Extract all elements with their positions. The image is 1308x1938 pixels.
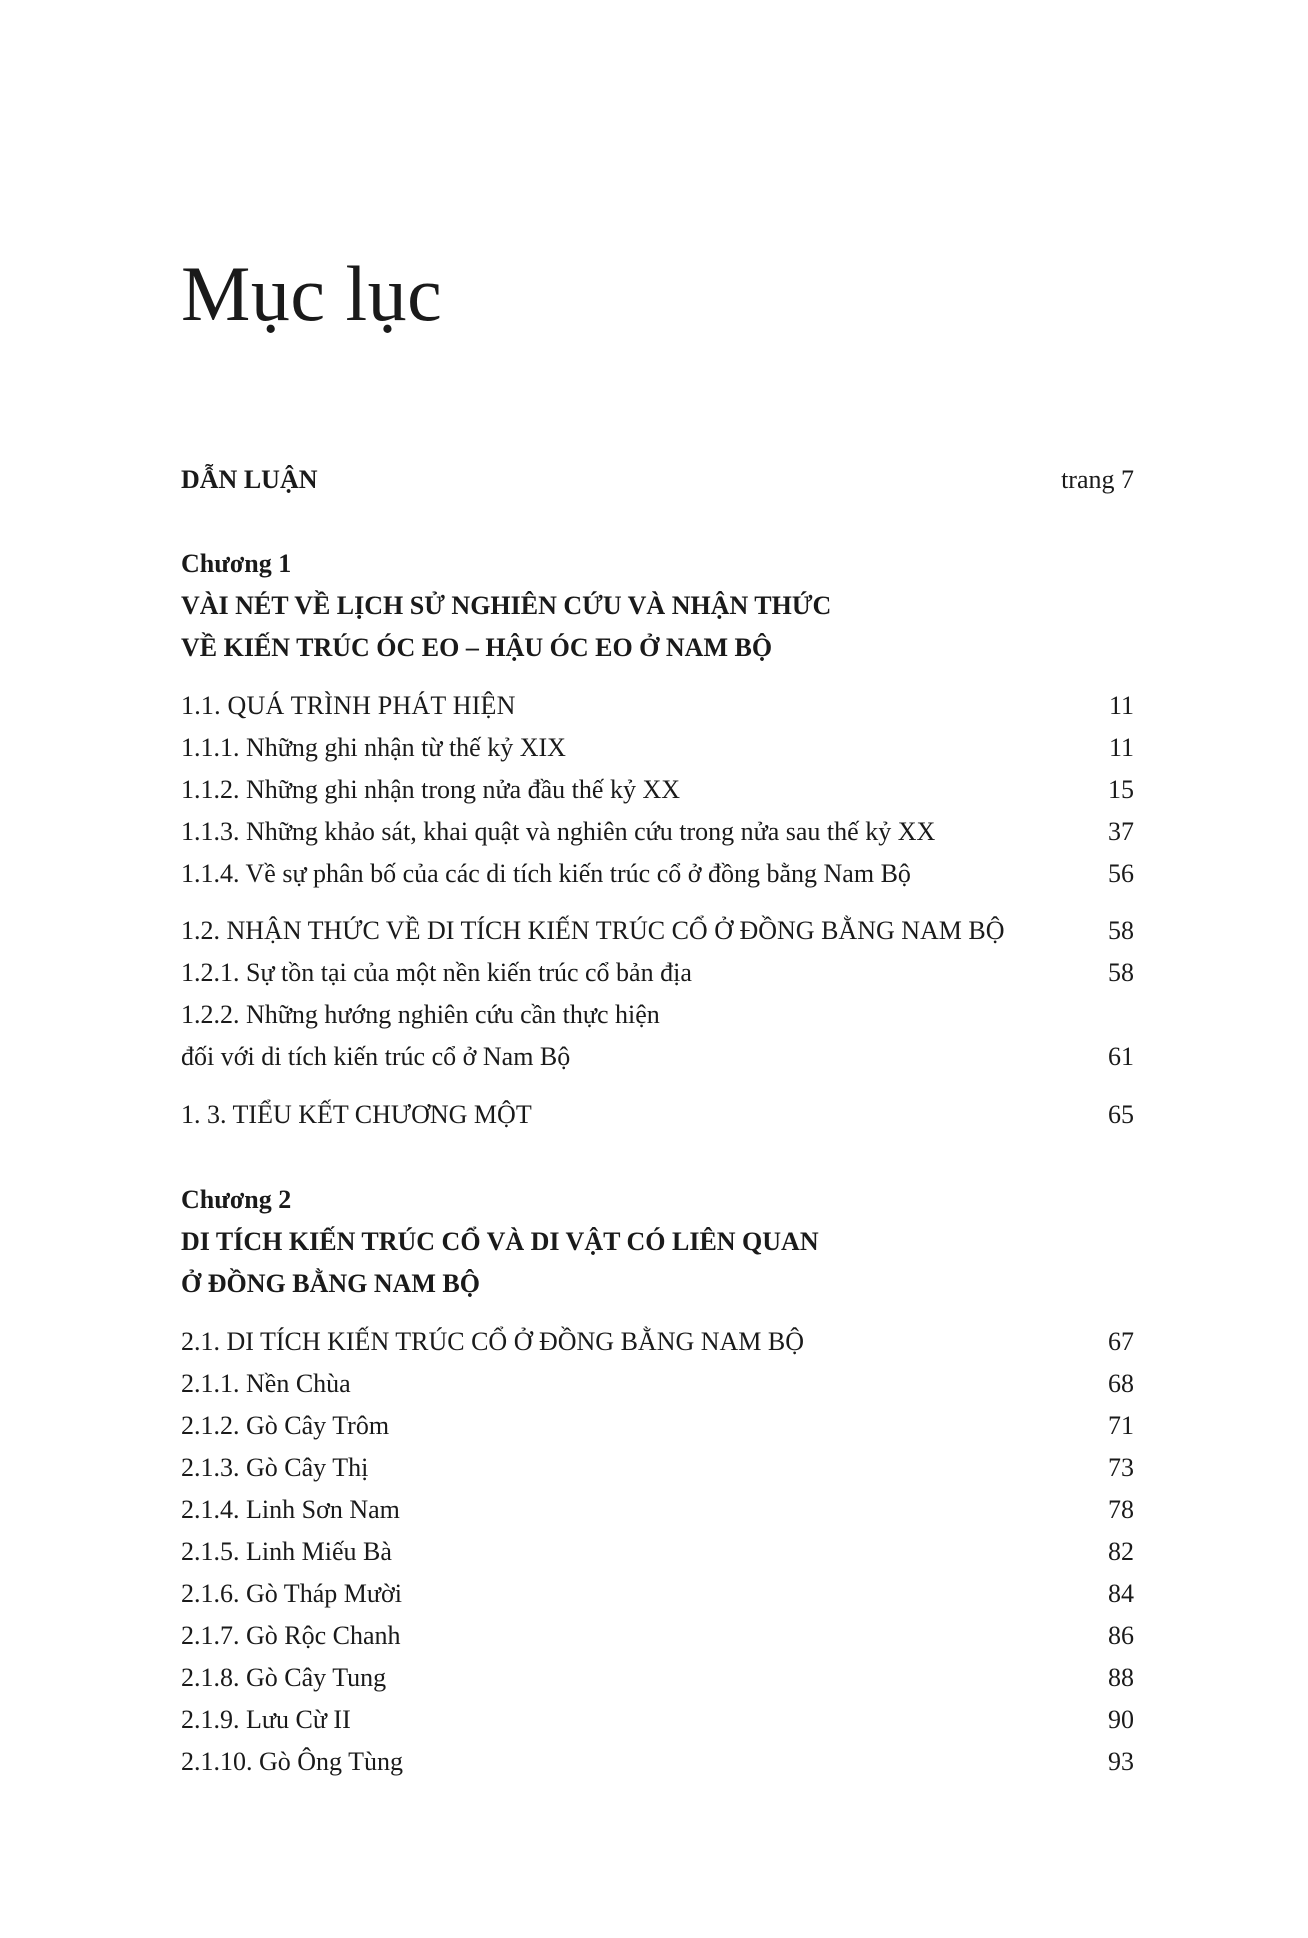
toc-entry[interactable] xyxy=(181,690,1134,722)
toc-entry[interactable] xyxy=(181,957,1134,989)
toc-entry-label: 2.1.1. Nền Chùa xyxy=(181,1369,351,1398)
toc-entry[interactable] xyxy=(181,1746,1134,1778)
toc-entry[interactable] xyxy=(181,1368,1134,1400)
toc-entry-page: 37 xyxy=(1108,817,1134,846)
page-title: Mục lục xyxy=(181,250,443,337)
toc-entry[interactable] xyxy=(181,816,1134,848)
chapter-1-title-line2: VỀ KIẾN TRÚC ÓC EO – HẬU ÓC EO Ở NAM BỘ xyxy=(181,633,773,662)
toc-entry-page: 73 xyxy=(1108,1453,1134,1482)
toc-entry[interactable] xyxy=(181,774,1134,806)
toc-entry-label: 1.2.1. Sự tồn tại của một nền kiến trúc cổ bản địa xyxy=(181,958,692,987)
toc-entry-label: 2.1.7. Gò Rộc Chanh xyxy=(181,1621,401,1650)
toc-entry-label: DẪN LUẬN xyxy=(181,465,318,494)
chapter-2-number: Chương 2 xyxy=(181,1185,292,1214)
toc-entry[interactable] xyxy=(181,1041,1134,1073)
toc-entry-page: trang 7 xyxy=(1061,465,1134,494)
toc-entry-label: 2.1.2. Gò Cây Trôm xyxy=(181,1411,390,1440)
toc-entry[interactable] xyxy=(181,732,1134,764)
toc-entry[interactable] xyxy=(181,915,1134,947)
toc-entry-label: 2.1.5. Linh Miếu Bà xyxy=(181,1537,392,1566)
toc-entry-label: 1.1.2. Những ghi nhận trong nửa đầu thế kỷ XX xyxy=(181,775,681,804)
toc-entry[interactable] xyxy=(181,1410,1134,1442)
toc-entry-page: 65 xyxy=(1108,1100,1134,1129)
toc-entry-page: 88 xyxy=(1108,1663,1134,1692)
toc-entry-page: 11 xyxy=(1108,691,1134,720)
chapter-2-title-line2: Ở ĐỒNG BẰNG NAM BỘ xyxy=(181,1269,480,1298)
chapter-1-number: Chương 1 xyxy=(181,549,292,578)
toc-entry-label: 2.1.9. Lưu Cừ II xyxy=(181,1705,351,1734)
toc-entry-page: 68 xyxy=(1108,1369,1134,1398)
toc-entry[interactable] xyxy=(181,1326,1134,1358)
toc-entry[interactable] xyxy=(181,1536,1134,1568)
toc-entry-page: 56 xyxy=(1108,859,1134,888)
chapter-1-title-line1: VÀI NÉT VỀ LỊCH SỬ NGHIÊN CỨU VÀ NHẬN THỨC xyxy=(181,591,832,620)
toc-entry[interactable] xyxy=(181,858,1134,890)
toc-entry-page: 11 xyxy=(1108,733,1134,762)
toc-entry-label: 1.2. NHẬN THỨC VỀ DI TÍCH KIẾN TRÚC CỔ Ở ĐỒNG BẰNG NAM BỘ xyxy=(181,916,1005,945)
toc-entry-page: 86 xyxy=(1108,1621,1134,1650)
toc-entry-label: 1.1. QUÁ TRÌNH PHÁT HIỆN xyxy=(181,691,516,720)
toc-entry[interactable] xyxy=(181,999,1134,1031)
toc-entry-intro[interactable] xyxy=(181,464,1134,496)
toc-entry-label: 1.1.3. Những khảo sát, khai quật và nghiên cứu trong nửa sau thế kỷ XX xyxy=(181,817,936,846)
toc-entry-page: 93 xyxy=(1108,1747,1134,1776)
toc-entry-page: 90 xyxy=(1108,1705,1134,1734)
toc-entry[interactable] xyxy=(181,1099,1134,1131)
toc-entry-label: 1.2.2. Những hướng nghiên cứu cần thực hiện xyxy=(181,1000,660,1029)
toc-entry-page: 82 xyxy=(1108,1537,1134,1566)
toc-entry-page: 15 xyxy=(1108,775,1134,804)
toc-entry-page: 67 xyxy=(1108,1327,1134,1356)
toc-entry-label: đối với di tích kiến trúc cổ ở Nam Bộ xyxy=(181,1042,571,1071)
toc-entry-label: 2.1.6. Gò Tháp Mười xyxy=(181,1579,402,1608)
toc-entry-label: 1. 3. TIỂU KẾT CHƯƠNG MỘT xyxy=(181,1100,532,1129)
toc-entry-label: 2.1.8. Gò Cây Tung xyxy=(181,1663,387,1692)
toc-entry[interactable] xyxy=(181,1452,1134,1484)
toc-entry-label: 1.1.4. Về sự phân bố của các di tích kiến trúc cổ ở đồng bằng Nam Bộ xyxy=(181,859,911,888)
toc-entry-label: 2.1.3. Gò Cây Thị xyxy=(181,1453,369,1482)
toc-entry-page: 78 xyxy=(1108,1495,1134,1524)
toc-entry-label: 2.1.4. Linh Sơn Nam xyxy=(181,1495,400,1524)
toc-entry-label: 1.1.1. Những ghi nhận từ thế kỷ XIX xyxy=(181,733,566,762)
toc-entry-page: 58 xyxy=(1108,958,1134,987)
toc-entry-page: 61 xyxy=(1108,1042,1134,1071)
chapter-2-title-line1: DI TÍCH KIẾN TRÚC CỔ VÀ DI VẬT CÓ LIÊN QUAN xyxy=(181,1227,819,1256)
toc-entry-page: 84 xyxy=(1108,1579,1134,1608)
toc-entry-page: 58 xyxy=(1108,916,1134,945)
toc-entry[interactable] xyxy=(181,1704,1134,1736)
toc-entry-label: 2.1. DI TÍCH KIẾN TRÚC CỔ Ở ĐỒNG BẰNG NAM BỘ xyxy=(181,1327,805,1356)
toc-entry[interactable] xyxy=(181,1494,1134,1526)
toc-entry[interactable] xyxy=(181,1620,1134,1652)
toc-entry-page: 71 xyxy=(1108,1411,1134,1440)
toc-entry[interactable] xyxy=(181,1662,1134,1694)
toc-entry[interactable] xyxy=(181,1578,1134,1610)
toc-entry-label: 2.1.10. Gò Ông Tùng xyxy=(181,1747,403,1776)
